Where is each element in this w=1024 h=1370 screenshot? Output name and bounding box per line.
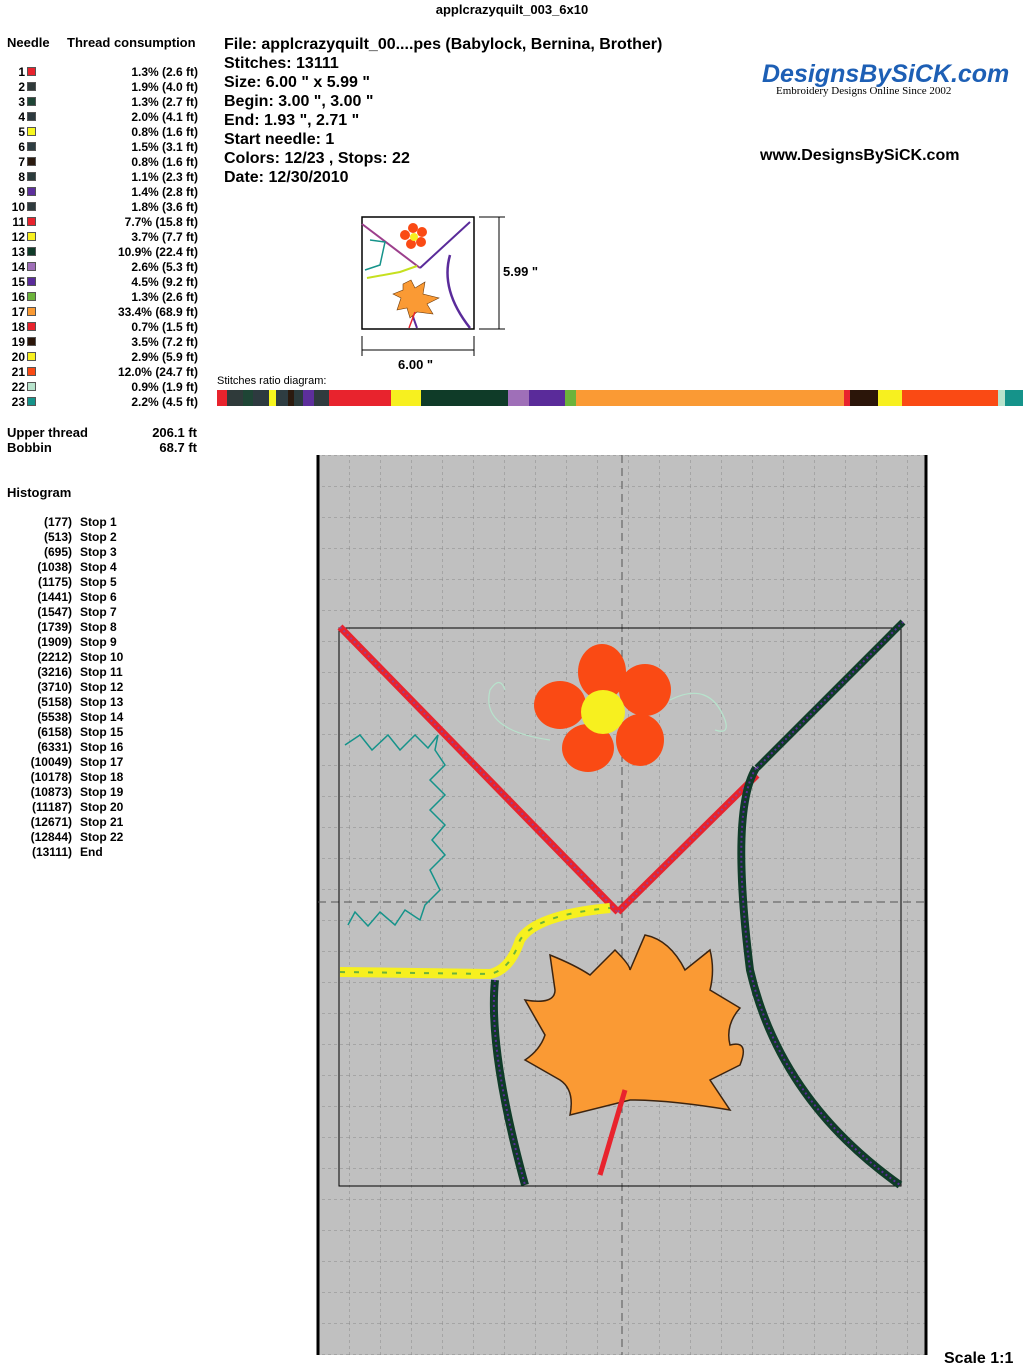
ratio-segment	[529, 390, 565, 406]
needle-row	[0, 169, 215, 184]
width-dimension: 6.00 "	[398, 357, 434, 372]
stitch-count: (2212)	[37, 650, 72, 664]
needle-number: 7	[18, 155, 25, 169]
needle-number: 22	[11, 380, 25, 394]
needle-row	[0, 79, 215, 94]
ratio-segment	[303, 390, 314, 406]
thread-consumption-value: 3.7% (7.7 ft)	[131, 230, 198, 244]
stop-label: Stop 2	[80, 530, 117, 544]
thread-consumption-value: 0.8% (1.6 ft)	[131, 125, 198, 139]
stop-label: Stop 20	[80, 800, 124, 814]
needle-number: 6	[18, 140, 25, 154]
stitch-count: (1739)	[37, 620, 72, 634]
stitches-ratio-bar	[217, 390, 1023, 406]
needle-number: 4	[18, 110, 25, 124]
needle-number: 21	[11, 365, 25, 379]
stitch-count: (12671)	[30, 815, 72, 829]
stitch-count: (513)	[43, 530, 72, 544]
stitch-count: (6158)	[37, 725, 72, 739]
needle-number: 16	[11, 290, 25, 304]
upper-thread-value: 206.1 ft	[152, 425, 197, 440]
histogram-row	[0, 830, 200, 845]
stitch-count: (3216)	[37, 665, 72, 679]
needle-number: 11	[12, 215, 25, 229]
needle-row	[0, 154, 215, 169]
stitch-count: (11187)	[31, 800, 72, 814]
stitch-count: (1909)	[37, 635, 72, 649]
color-swatch	[27, 277, 36, 286]
stop-label: Stop 13	[80, 695, 124, 709]
thread-consumption-value: 2.9% (5.9 ft)	[131, 350, 198, 364]
color-swatch	[27, 232, 36, 241]
needle-row	[0, 139, 215, 154]
stop-label: Stop 22	[80, 830, 124, 844]
stop-label: Stop 17	[80, 755, 124, 769]
needle-number: 14	[11, 260, 25, 274]
needle-number: 5	[18, 125, 25, 139]
needle-header: Needle	[7, 35, 50, 50]
needle-number: 19	[11, 335, 25, 349]
end-info: End: 1.93 ", 2.71 "	[224, 112, 360, 129]
needle-row	[0, 364, 215, 379]
thread-consumption-header: Thread consumption	[67, 35, 196, 50]
thread-totals	[7, 425, 197, 455]
designsbysick-logo	[762, 60, 1010, 97]
needle-list	[0, 64, 215, 409]
begin-info: Begin: 3.00 ", 3.00 "	[224, 93, 374, 110]
needle-row	[0, 319, 215, 334]
stitch-count: (1441)	[37, 590, 72, 604]
histogram-row	[0, 725, 200, 740]
color-swatch	[27, 247, 36, 256]
stop-label: Stop 10	[80, 650, 124, 664]
stop-label: Stop 8	[80, 620, 117, 634]
histogram-row	[0, 680, 200, 695]
histogram-row	[0, 770, 200, 785]
color-swatch	[27, 187, 36, 196]
thread-consumption-value: 12.0% (24.7 ft)	[117, 365, 198, 379]
thread-consumption-value: 4.5% (9.2 ft)	[131, 275, 198, 289]
stop-label: Stop 15	[80, 725, 124, 739]
thread-consumption-value: 2.6% (5.3 ft)	[131, 260, 198, 274]
ratio-segment	[850, 390, 878, 406]
thread-consumption-value: 0.9% (1.9 ft)	[131, 380, 198, 394]
thread-consumption-value: 1.3% (2.7 ft)	[131, 95, 198, 109]
document-title: applcrazyquilt_003_6x10	[435, 2, 589, 17]
stitch-count: (12844)	[30, 830, 72, 844]
stitch-count: (5158)	[37, 695, 72, 709]
color-swatch	[27, 97, 36, 106]
ratio-segment	[576, 390, 845, 406]
needle-row	[0, 334, 215, 349]
scale-label: Scale 1:1	[944, 1350, 1014, 1367]
stop-label: Stop 5	[80, 575, 117, 589]
needle-row	[0, 184, 215, 199]
size-info: Size: 6.00 " x 5.99 "	[224, 74, 370, 91]
color-swatch	[27, 67, 36, 76]
histogram-header: Histogram	[7, 485, 72, 500]
stitch-count: (1547)	[37, 605, 72, 619]
color-swatch	[27, 367, 36, 376]
stitches-info: Stitches: 13111	[224, 55, 339, 72]
thread-consumption-value: 2.2% (4.5 ft)	[131, 395, 198, 409]
upper-thread-label: Upper thread	[7, 425, 88, 440]
needle-row	[0, 124, 215, 139]
ratio-segment	[294, 390, 303, 406]
stop-label: Stop 21	[80, 815, 124, 829]
stop-label: Stop 19	[80, 785, 124, 799]
thread-consumption-value: 0.8% (1.6 ft)	[131, 155, 198, 169]
stitch-count: (13111)	[31, 845, 72, 859]
color-swatch	[27, 322, 36, 331]
thread-consumption-value: 0.7% (1.5 ft)	[131, 320, 198, 334]
stop-label: Stop 7	[80, 605, 117, 619]
stop-label: Stop 1	[80, 515, 117, 529]
thread-consumption-value: 1.3% (2.6 ft)	[131, 290, 198, 304]
website-url: www.DesignsBySiCK.com	[760, 147, 960, 164]
stop-label: Stop 6	[80, 590, 117, 604]
design-info	[224, 35, 662, 187]
color-swatch	[27, 202, 36, 211]
color-swatch	[27, 82, 36, 91]
needle-row	[0, 274, 215, 289]
needle-number: 9	[18, 185, 25, 199]
thread-consumption-value: 1.9% (4.0 ft)	[131, 80, 198, 94]
color-swatch	[27, 307, 36, 316]
needle-row	[0, 64, 215, 79]
histogram-list	[0, 515, 200, 860]
needle-number: 3	[18, 95, 25, 109]
histogram-row	[0, 650, 200, 665]
ratio-segment	[217, 390, 227, 406]
stitch-count: (5538)	[37, 710, 72, 724]
needle-number: 12	[11, 230, 25, 244]
thread-consumption-value: 1.8% (3.6 ft)	[131, 200, 198, 214]
ratio-segment	[878, 390, 901, 406]
design-canvas	[310, 450, 935, 1355]
ratio-segment	[565, 390, 575, 406]
histogram-row	[0, 665, 200, 680]
ratio-segment	[227, 390, 242, 406]
stitch-count: (6331)	[37, 740, 72, 754]
needle-row	[0, 394, 215, 409]
color-swatch	[27, 112, 36, 121]
ratio-segment	[421, 390, 509, 406]
thread-consumption-value: 1.3% (2.6 ft)	[131, 65, 198, 79]
needle-row	[0, 109, 215, 124]
thread-consumption-value: 10.9% (22.4 ft)	[117, 245, 198, 259]
bobbin-label: Bobbin	[7, 440, 52, 455]
stitch-count: (10178)	[30, 770, 72, 784]
needle-row	[0, 229, 215, 244]
needle-row	[0, 199, 215, 214]
bobbin-value: 68.7 ft	[159, 440, 197, 455]
needle-row	[0, 289, 215, 304]
date-info: Date: 12/30/2010	[224, 169, 349, 186]
color-swatch	[27, 382, 36, 391]
stop-label: End	[80, 845, 103, 859]
ratio-segment	[314, 390, 328, 406]
stitch-count: (695)	[43, 545, 72, 559]
histogram-row	[0, 560, 200, 575]
stop-label: Stop 4	[80, 560, 117, 574]
logo-tagline: Embroidery Designs Online Since 2002	[776, 85, 952, 97]
stop-label: Stop 3	[80, 545, 117, 559]
thread-consumption-value: 3.5% (7.2 ft)	[131, 335, 198, 349]
histogram-row	[0, 815, 200, 830]
stop-label: Stop 14	[80, 710, 124, 724]
ratio-segment	[391, 390, 421, 406]
stop-label: Stop 12	[80, 680, 124, 694]
thread-consumption-value: 1.5% (3.1 ft)	[131, 140, 198, 154]
color-swatch	[27, 397, 36, 406]
color-swatch	[27, 352, 36, 361]
color-swatch	[27, 142, 36, 151]
colors-info: Colors: 12/23 , Stops: 22	[224, 150, 410, 167]
ratio-segment	[508, 390, 529, 406]
needle-number: 10	[11, 200, 25, 214]
histogram-row	[0, 785, 200, 800]
histogram-row	[0, 755, 200, 770]
histogram-row	[0, 515, 200, 530]
needle-row	[0, 214, 215, 229]
histogram-row	[0, 530, 200, 545]
color-swatch	[27, 172, 36, 181]
design-thumbnail	[355, 210, 555, 370]
thread-consumption-value: 1.1% (2.3 ft)	[131, 170, 198, 184]
needle-row	[0, 259, 215, 274]
stitch-count: (10873)	[30, 785, 72, 799]
needle-number: 8	[18, 170, 25, 184]
stop-label: Stop 16	[80, 740, 124, 754]
stop-label: Stop 18	[80, 770, 124, 784]
stitch-count: (10049)	[30, 755, 72, 769]
histogram-row	[0, 620, 200, 635]
needle-row	[0, 379, 215, 394]
needle-number: 17	[11, 305, 25, 319]
thread-consumption-value: 1.4% (2.8 ft)	[131, 185, 198, 199]
histogram-row	[0, 545, 200, 560]
needle-number: 1	[18, 65, 25, 79]
needle-number: 23	[11, 395, 25, 409]
histogram-row	[0, 590, 200, 605]
needle-number: 20	[11, 350, 25, 364]
stop-label: Stop 11	[80, 665, 123, 679]
file-info: File: applcrazyquilt_00....pes (Babylock, Bernina, Brother)	[224, 36, 663, 53]
ratio-segment	[243, 390, 253, 406]
color-swatch	[27, 157, 36, 166]
histogram-row	[0, 605, 200, 620]
needle-row	[0, 244, 215, 259]
ratio-segment	[329, 390, 391, 406]
ratio-segment	[902, 390, 999, 406]
needle-row	[0, 94, 215, 109]
color-swatch	[27, 292, 36, 301]
stitch-count: (177)	[43, 515, 72, 529]
stop-label: Stop 9	[80, 635, 117, 649]
thread-consumption-value: 33.4% (68.9 ft)	[117, 305, 198, 319]
height-dimension: 5.99 "	[503, 264, 539, 279]
stitches-ratio-label: Stitches ratio diagram:	[217, 375, 327, 387]
ratio-segment	[1005, 390, 1023, 406]
color-swatch	[27, 262, 36, 271]
ratio-segment	[998, 390, 1005, 406]
ratio-segment	[253, 390, 269, 406]
stitch-count: (3710)	[37, 680, 72, 694]
needle-row	[0, 349, 215, 364]
start-needle-info: Start needle: 1	[224, 131, 335, 148]
histogram-row	[0, 695, 200, 710]
color-swatch	[27, 127, 36, 136]
histogram-row	[0, 740, 200, 755]
thread-consumption-value: 7.7% (15.8 ft)	[124, 215, 198, 229]
histogram-row	[0, 800, 200, 815]
needle-number: 15	[11, 275, 25, 289]
needle-number: 18	[11, 320, 25, 334]
histogram-row	[0, 710, 200, 725]
histogram-row	[0, 575, 200, 590]
needle-row	[0, 304, 215, 319]
stitch-count: (1175)	[37, 575, 72, 589]
ratio-segment	[276, 390, 288, 406]
needle-number: 13	[11, 245, 25, 259]
color-swatch	[27, 217, 36, 226]
histogram-row	[0, 845, 200, 860]
stitch-count: (1038)	[37, 560, 72, 574]
histogram-row	[0, 635, 200, 650]
needle-number: 2	[18, 80, 25, 94]
logo-main-text: DesignsBySiCK.com	[762, 60, 1010, 88]
thread-consumption-value: 2.0% (4.1 ft)	[131, 110, 198, 124]
color-swatch	[27, 337, 36, 346]
